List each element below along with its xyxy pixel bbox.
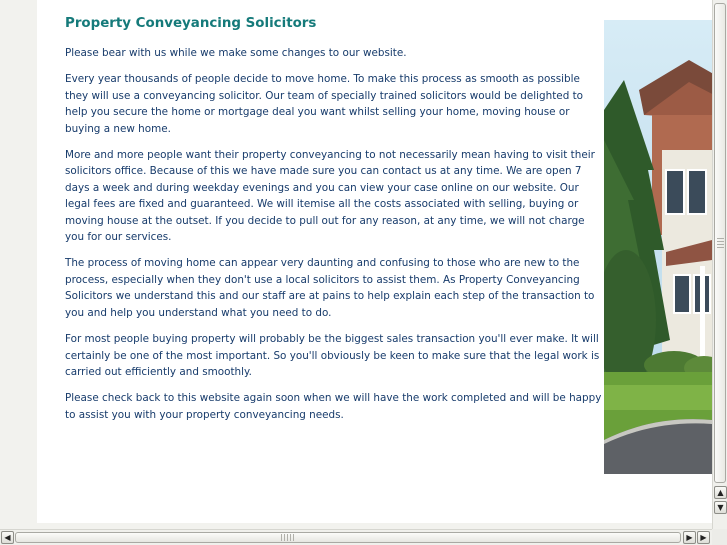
paragraph-4: The process of moving home can appear very daunting and confusing to those who are new to the process, especially when they don't use a local solicitors to assist them. As Property Conveyancing Solicitors we understand this and our staff are at pains to help explain each step of the transaction to you and help you understand what you need to do. [65,257,595,319]
arrow-left-icon: ◀ [4,533,11,542]
scroll-up-button[interactable] [714,486,727,499]
scroll-right-button[interactable] [683,531,696,544]
scroll-down-button[interactable] [714,501,727,514]
paragraph-3: More and more people want their property conveyancing to not necessarily mean having to visit their solicitors office. Because of this we have made sure you can contact us at any time. We are open 7 days a week and during weekday evenings and you can view your case online on our website. Our legal fees are fixed and guaranteed. We will itemise all the costs associated with selling, buying or moving house at the outset. If you decide to pull out for any reason, at any time, we will not charge you for our services. [65,149,595,244]
page-content-area [37,0,712,523]
scroll-left-button[interactable] [1,531,14,544]
arrow-up-icon: ▲ [717,488,724,497]
horizontal-scrollbar[interactable] [0,529,712,545]
arrow-down-icon: ▼ [717,503,724,512]
vertical-scrollbar[interactable] [712,0,727,529]
horizontal-scroll-thumb[interactable] [15,532,681,543]
arrow-right-icon: ▶ [686,533,693,542]
arrow-right-icon: ▶ [700,533,707,542]
house-photo-icon [604,20,712,474]
grip-icon [281,534,295,541]
paragraph-2: Every year thousands of people decide to move home. To make this process as smooth as possible they will use a conveyancing solicitor. Our team of specially trained solicitors would be delighted to help you secure the home or mortgage deal you want whilst selling your home, moving house or buying a new home. [65,73,584,135]
grip-icon [717,238,724,250]
vertical-scroll-thumb[interactable] [714,3,726,483]
paragraph-1: Please bear with us while we make some changes to our website. [65,47,407,59]
scrollbar-corner [712,529,727,545]
paragraph-5: For most people buying property will probably be the biggest sales transaction you'll ever make. It will certainly be one of the most important. So you'll obviously be keen to make sure that the legal work is carried out efficiently and smoothly. [65,333,600,378]
page-title: Property Conveyancing Solicitors [65,16,317,31]
paragraph-6: Please check back to this website again soon when we will have the work completed and will be happy to assist you with your property conveyancing needs. [65,392,602,421]
scroll-right-button-2[interactable] [697,531,710,544]
main-article [65,14,605,433]
house-photo [604,20,712,474]
